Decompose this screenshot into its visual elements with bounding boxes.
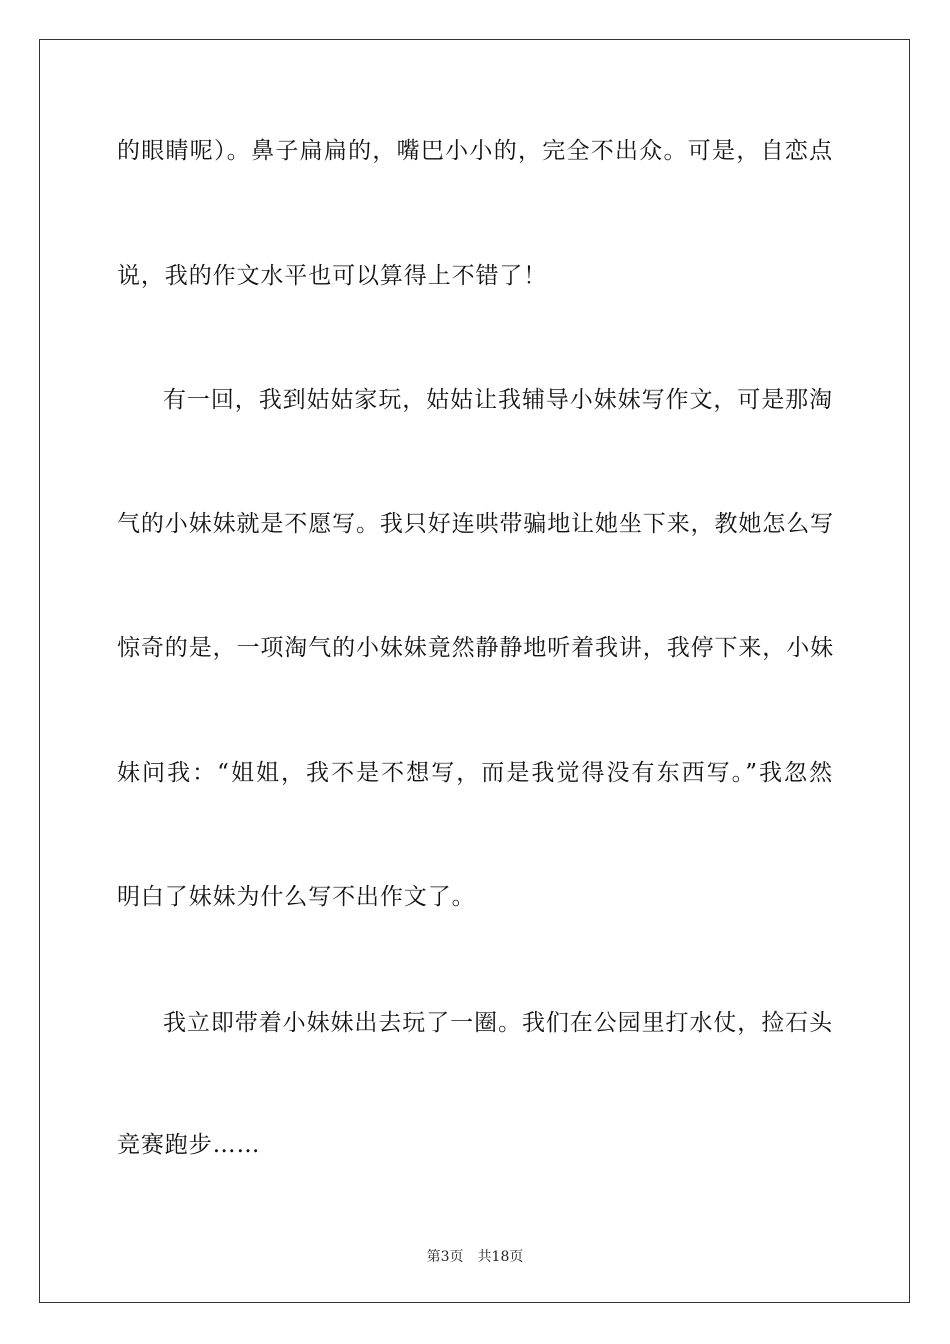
page-total: 共18页 (477, 1249, 524, 1265)
text-line-7: 明白了妹妹为什么写不出作文了。 (117, 884, 476, 910)
text-line-5: 惊奇的是，一项淘气的小妹妹竟然静静地听着我讲，我停下来，小妹 (117, 635, 834, 661)
page-number: 第3页 (426, 1249, 464, 1265)
text-line-1: 的眼睛呢）。鼻子扁扁的，嘴巴小小的，完全不出众。可是，自恋点 (117, 138, 833, 164)
text-line-2: 说，我的作文水平也可以算得上不错了！ (117, 263, 548, 289)
page-footer (0, 1248, 950, 1266)
text-line-8: 我立即带着小妹妹出去玩了一圈。我们在公园里打水仗，捡石头 (163, 1010, 833, 1036)
text-line-3: 有一回，我到姑姑家玩，姑姑让我辅导小妹妹写作文，可是那淘 (163, 387, 833, 413)
page-border (39, 39, 910, 1303)
text-line-6: 妹问我：“姐姐，我不是不想写，而是我觉得没有东西写。”我忽然 (117, 760, 833, 786)
text-line-9: 竞赛跑步…… (117, 1132, 261, 1158)
text-line-4: 气的小妹妹就是不愿写。我只好连哄带骗地让她坐下来，教她怎么写 (117, 511, 834, 537)
